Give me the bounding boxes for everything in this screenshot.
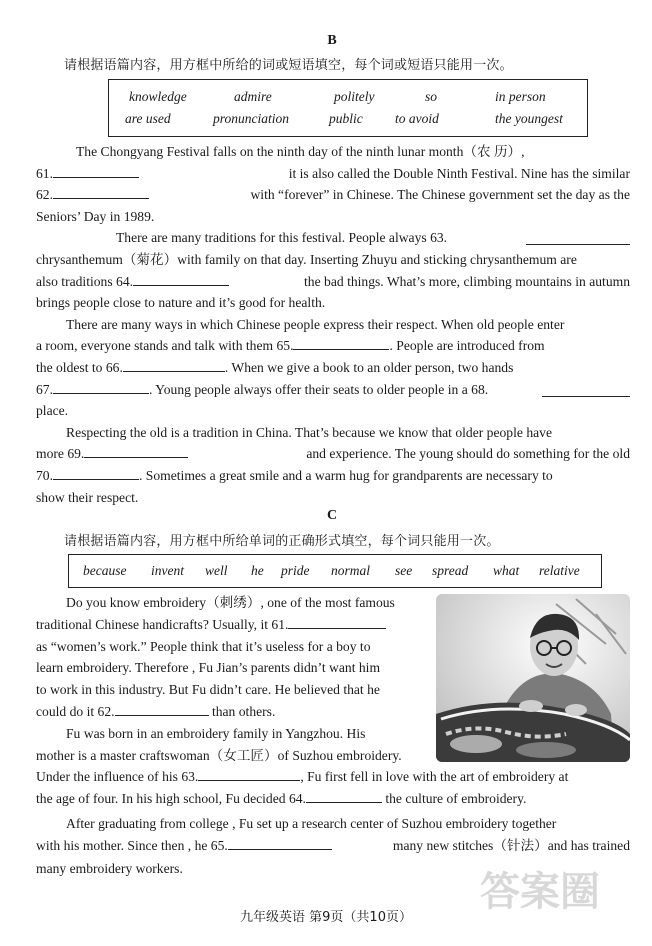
word-bank-item: knowledge: [129, 89, 187, 104]
passage-line: could do it 62. than others.: [36, 703, 276, 719]
section-b-instruction: 请根据语篇内容，用方框中所给的词或短语填空，每个词或短语只能用一次。: [64, 58, 513, 73]
passage-line: also traditions 64. the bad things. What’s more, climbing mountains in autumn: [36, 273, 630, 289]
passage-line: as “women’s work.” People think that it’s useless for a boy to: [36, 638, 371, 654]
word-bank-item: politely: [334, 89, 375, 104]
passage-line: brings people close to nature and it’s good for health.: [36, 295, 326, 311]
passage-line: with his mother. Since then , he 65. many new stitches（针法）and has trained: [36, 838, 630, 854]
answer-blank-63[interactable]: [526, 233, 630, 245]
answer-blank-c64[interactable]: [306, 791, 382, 803]
passage-line: There are many traditions for this festival. People always 63.: [36, 227, 630, 249]
word-bank-item: in person: [495, 89, 546, 104]
passage-line: 62. with “forever” in Chinese. The Chinese government set the day as the: [36, 187, 630, 203]
passage-line: After graduating from college , Fu set up a research center of Suzhou embroidery together: [66, 815, 557, 831]
answer-blank-69[interactable]: [84, 446, 188, 458]
passage-line: mother is a master craftswoman（女工匠）of Suzhou embroidery.: [36, 747, 402, 763]
embroiderer-illustration: [436, 594, 630, 762]
passage-line: The Chongyang Festival falls on the ninth day of the ninth lunar month（农 历）,: [76, 144, 525, 159]
word-bank-item: pronunciation: [213, 111, 289, 126]
passage-line: to work in this industry. But Fu didn’t care. He believed that he: [36, 682, 380, 698]
answer-blank-c62[interactable]: [115, 704, 209, 716]
passage-line: place.: [36, 403, 69, 419]
word-bank-item: invent: [151, 563, 184, 578]
word-bank-b: [108, 79, 588, 137]
word-bank-item: so: [425, 89, 438, 104]
word-bank-item: pride: [281, 563, 310, 578]
passage-line: the age of four. In his high school, Fu decided 64. the culture of embroidery.: [36, 791, 527, 807]
answer-blank-68[interactable]: [542, 385, 630, 397]
answer-blank-c63[interactable]: [198, 769, 300, 781]
word-bank-item: normal: [331, 563, 371, 578]
passage-line: a room, everyone stands and talk with them 65. . People are introduced from: [36, 338, 545, 354]
embroiderer-photo: [436, 594, 630, 762]
word-bank-item: because: [83, 563, 127, 578]
passage-line: learn embroidery. Therefore , Fu Jian’s parents didn’t want him: [36, 660, 381, 676]
passage-line: more 69. and experience. The young should do something for the old: [36, 446, 630, 462]
word-bank-item: admire: [234, 89, 272, 104]
passage-b: [36, 141, 630, 508]
passage-line: Seniors’ Day in 1989.: [36, 208, 155, 224]
page-footer: 九年级英语 第9页（共10页）: [240, 910, 412, 925]
word-bank-item: are used: [125, 111, 171, 126]
passage-line: 61. it is also called the Double Ninth Festival. Nine has the similar: [36, 165, 630, 181]
passage-line: 70. . Sometimes a great smile and a warm hug for grandparents are necessary to: [36, 467, 553, 483]
answer-blank-65[interactable]: [293, 338, 389, 350]
passage-line: Fu was born in an embroidery family in Yangzhou. His: [66, 725, 366, 741]
passage-line: the oldest to 66. . When we give a book to an older person, two hands: [36, 359, 514, 375]
word-bank-item: spread: [432, 563, 469, 578]
word-bank-item: well: [205, 563, 228, 578]
passage-c-intro: [36, 592, 428, 766]
word-bank-item: the youngest: [495, 111, 563, 126]
answer-blank-64[interactable]: [133, 274, 229, 286]
answer-blank-61[interactable]: [53, 166, 139, 178]
answer-blank-70[interactable]: [53, 468, 139, 480]
word-bank-item: he: [251, 563, 264, 578]
word-bank-c: [68, 554, 602, 588]
passage-line: Respecting the old is a tradition in China. That’s because we know that older people have: [66, 424, 552, 440]
passage-line: show their respect.: [36, 489, 139, 505]
word-bank-item: public: [329, 111, 363, 126]
watermark: 答案圈: [480, 869, 600, 915]
section-c-label: C: [326, 508, 338, 523]
passage-line: chrysanthemum（菊花）with family on that day. Inserting Zhuyu and sticking chrysanthemum are: [36, 251, 577, 267]
passage-line: There are many ways in which Chinese people express their respect. When old people enter: [66, 316, 565, 332]
word-bank-item: see: [395, 563, 413, 578]
section-b-label: B: [327, 33, 337, 48]
answer-blank-62[interactable]: [53, 187, 149, 199]
passage-line: Under the influence of his 63. , Fu first fell in love with the art of embroidery at: [36, 769, 569, 784]
passage-line: traditional Chinese handicrafts? Usually, it 61.: [36, 614, 428, 636]
answer-blank-67[interactable]: [53, 382, 149, 394]
word-bank-item: relative: [539, 563, 580, 578]
passage-line: 67. . Young people always offer their seats to older people in a 68.: [36, 379, 630, 401]
passage-line: many embroidery workers.: [36, 860, 183, 876]
word-bank-item: to avoid: [395, 111, 439, 126]
section-c-instruction: 请根据语篇内容，用方框中所给单词的正确形式填空，每个词只能用一次。: [64, 534, 500, 549]
answer-blank-c65[interactable]: [228, 838, 332, 850]
word-bank-item: what: [493, 563, 520, 578]
answer-blank-66[interactable]: [123, 360, 225, 372]
passage-line: Do you know embroidery（刺绣）, one of the most famous: [66, 595, 395, 610]
answer-blank-c61[interactable]: [288, 617, 386, 629]
